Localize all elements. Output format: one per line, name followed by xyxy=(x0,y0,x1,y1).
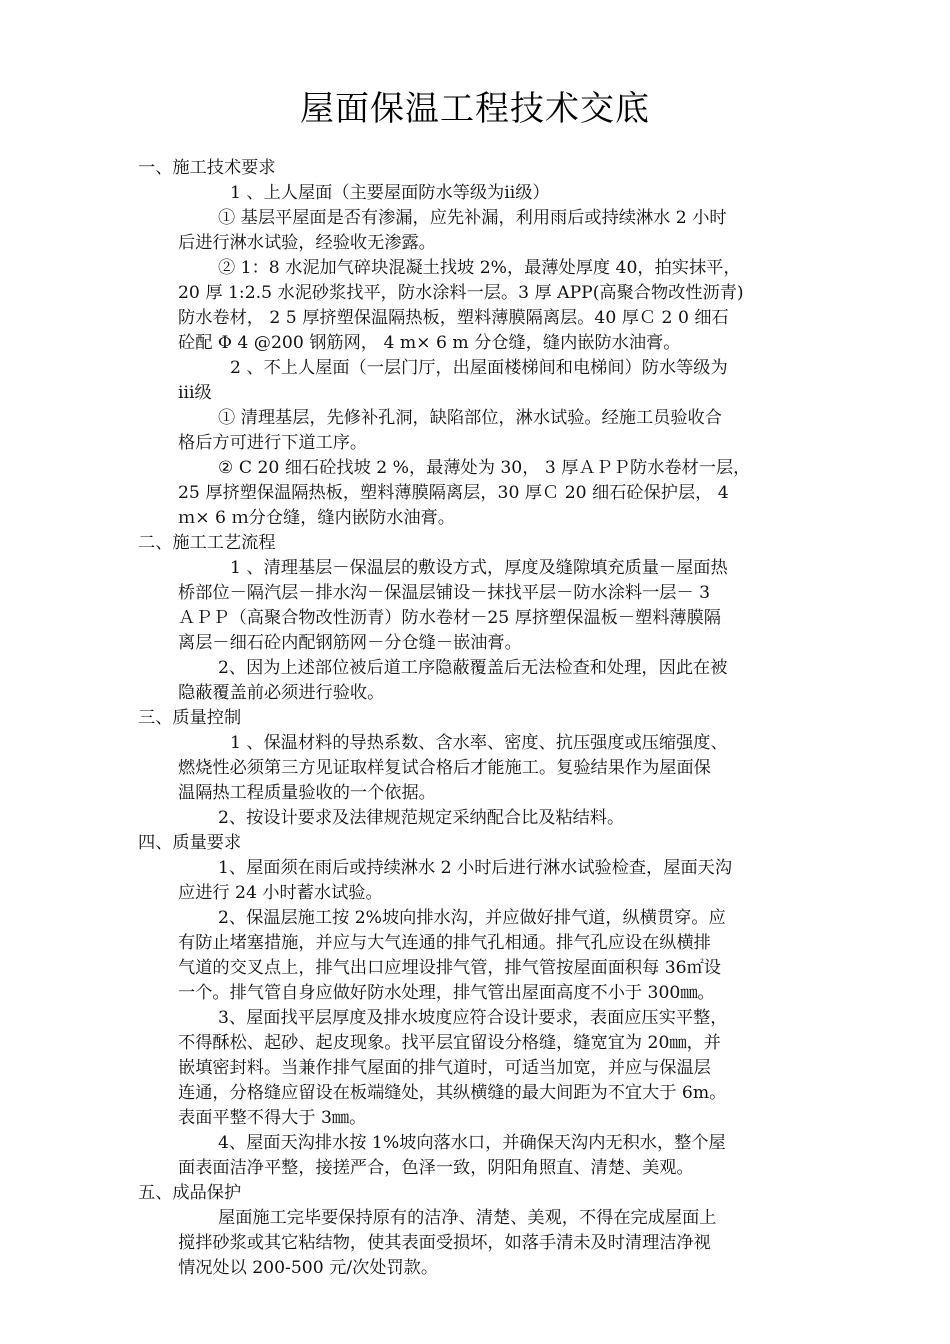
text-line: 3、屋面找平层厚度及排水坡度应符合设计要求，表面应压实平整， xyxy=(218,1008,728,1028)
text-line: ｍ× 6 ｍ分仓缝，缝内嵌防水油膏。 xyxy=(178,508,455,528)
text-line: 格后方可进行下道工序。 xyxy=(178,433,368,453)
document-body xyxy=(138,156,840,1281)
section-heading: 三、质量控制 xyxy=(138,708,242,728)
section-heading: 一、施工技术要求 xyxy=(138,158,276,178)
text-line: 情况处以 200-500 元/次处罚款。 xyxy=(178,1258,439,1278)
section-heading: 二、施工工艺流程 xyxy=(138,533,276,553)
text-line: 2 、不上人屋面（一层门厅，出屋面楼梯间和电梯间）防水等级为 xyxy=(230,358,728,378)
text-line: 应进行 24 小时蓄水试验。 xyxy=(178,883,383,903)
document-title: 屋面保温工程技术交底 xyxy=(300,89,650,129)
text-line: ② 1：8 水泥加气碎块混凝土找坡 2%，最薄处厚度 40，拍实抹平， xyxy=(218,258,741,278)
text-line: 连通，分格缝应留设在板端缝处，其纵横缝的最大间距为不宜大于 6m。 xyxy=(178,1083,727,1103)
text-line: 20 厚 1:2.5 水泥砂浆找平，防水涂料一层。3 厚 APP(高聚合物改性沥青) xyxy=(178,283,744,303)
section-heading: 五、成品保护 xyxy=(138,1183,242,1203)
text-line: 燃烧性必须第三方见证取样复试合格后才能施工。复验结果作为屋面保 xyxy=(178,758,711,778)
text-line: 2、因为上述部位被后道工序隐蔽覆盖后无法检查和处理，因此在被 xyxy=(218,658,728,678)
text-line: 砼配 Φ 4 @200 钢筋网， 4 m× 6 m 分仓缝，缝内嵌防水油膏。 xyxy=(178,333,681,353)
section-heading: 四、质量要求 xyxy=(138,833,242,853)
text-line: 后进行淋水试验，经验收无渗露。 xyxy=(178,233,436,253)
text-line: 1 、上人屋面（主要屋面防水等级为ⅱ级） xyxy=(230,183,550,203)
text-line: 有防止堵塞措施，并应与大气连通的排气孔相通。排气孔应设在纵横排 xyxy=(178,933,711,953)
text-line: 离层－细石砼内配钢筋网－分仓缝－嵌油膏。 xyxy=(178,633,522,653)
text-line: 不得酥松、起砂、起皮现象。找平层宜留设分格缝，缝宽宜为 20㎜，并 xyxy=(178,1033,721,1053)
text-line: 气道的交叉点上，排气出口应埋设排气管，排气管按屋面面积每 36㎡设 xyxy=(178,958,721,978)
text-line: 1 、保温材料的导热系数、含水率、密度、抗压强度或压缩强度、 xyxy=(230,733,728,753)
text-line: 搅拌砂浆或其它粘结物，使其表面受损坏，如落手清未及时清理洁净视 xyxy=(178,1233,711,1253)
text-line: ＡＰＰ（高聚合物改性沥青）防水卷材－25 厚挤塑保温板－塑料薄膜隔 xyxy=(178,608,721,628)
text-line: 表面平整不得大于 3㎜。 xyxy=(178,1108,367,1128)
text-line: 屋面施工完毕要保持原有的洁净、清楚、美观，不得在完成屋面上 xyxy=(218,1208,717,1228)
text-line: 一个。排气管自身应做好防水处理，排气管出屋面高度不小于 300㎜。 xyxy=(178,983,715,1003)
text-line: 2、保温层施工按 2%坡向排水沟，并应做好排气道，纵横贯穿。应 xyxy=(218,908,726,928)
text-line: 隐蔽覆盖前必须进行验收。 xyxy=(178,683,385,703)
text-line: ⅲ级 xyxy=(178,383,212,403)
text-line: 1 、清理基层－保温层的敷设方式，厚度及缝隙填充质量－屋面热 xyxy=(230,558,728,578)
text-line: ① 清理基层，先修补孔洞，缺陷部位，淋水试验。经施工员验收合 xyxy=(218,408,722,428)
text-line: 4、屋面天沟排水按 1%坡向落水口，并确保天沟内无积水，整个屋 xyxy=(218,1133,726,1153)
text-line: 温隔热工程质量验收的一个依据。 xyxy=(178,783,436,803)
text-line: 面表面洁净平整，接搓严合，色泽一致，阴阳角照直、清楚、美观。 xyxy=(178,1158,694,1178)
text-line: 1、屋面须在雨后或持续淋水 2 小时后进行淋水试验检查，屋面天沟 xyxy=(218,858,733,878)
text-line: ② C 20 细石砼找坡 2 %，最薄处为 30， 3 厚ＡＰＰ防水卷材一层， xyxy=(218,458,751,478)
text-line: ① 基层平屋面是否有渗漏，应先补漏，利用雨后或持续淋水 2 小时 xyxy=(218,208,727,228)
text-line: 嵌填密封料。当兼作排气屋面的排气道时，可适当加宽，并应与保温层 xyxy=(178,1058,711,1078)
text-line: 2、按设计要求及法律规范规定采纳配合比及粘结料。 xyxy=(218,808,625,828)
text-line: 桥部位－隔汽层－排水沟－保温层铺设－抹找平层－防水涂料一层－ 3 xyxy=(178,583,711,603)
text-line: 25 厚挤塑保温隔热板，塑料薄膜隔离层，30 厚Ｃ 20 细石砼保护层， 4 xyxy=(178,483,729,503)
text-line: 防水卷材， 2 5 厚挤塑保温隔热板，塑料薄膜隔离层。40 厚Ｃ 2 0 细石 xyxy=(178,308,729,328)
